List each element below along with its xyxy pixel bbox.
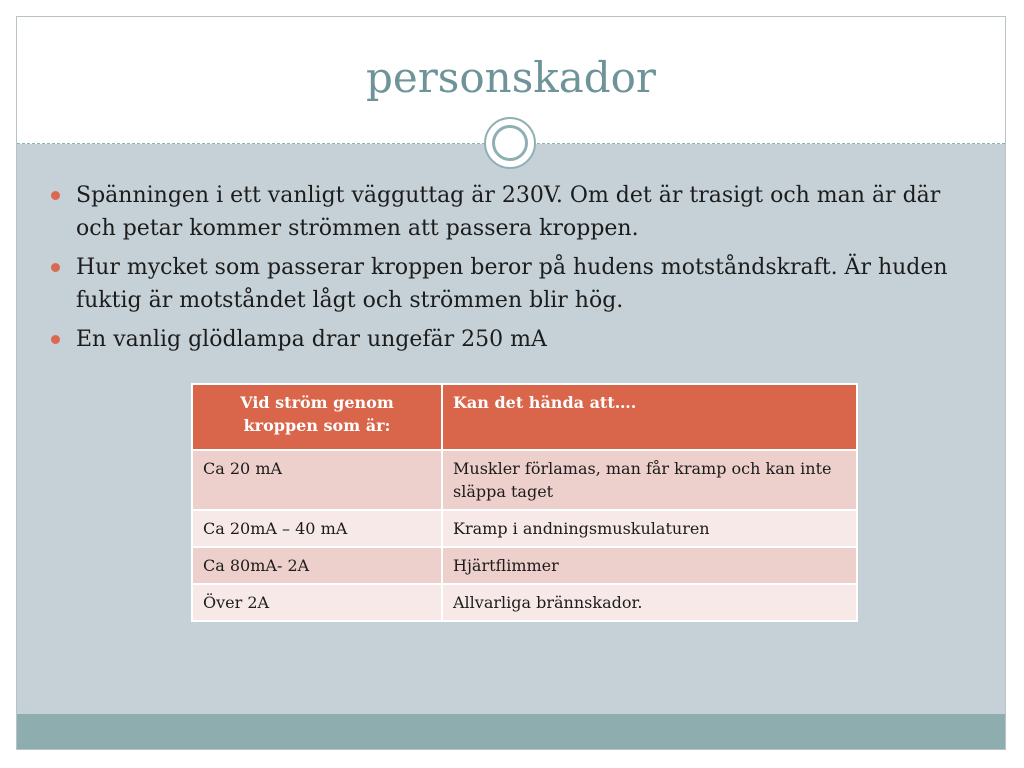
- slide: [16, 16, 1006, 750]
- bullet-text: Spänningen i ett vanligt vägguttag är 230V. Om det är trasigt och man är där och petar kommer strömmen att passera kroppen.: [76, 183, 941, 241]
- slide-title: personskador: [365, 53, 656, 102]
- table-cell-effect: Hjärtflimmer: [442, 547, 857, 584]
- footer-band: [17, 714, 1005, 749]
- bullet-text: Hur mycket som passerar kroppen beror på hudens motståndskraft. Är huden fuktig är motståndet lågt och strömmen blir hög.: [76, 255, 948, 313]
- bullet-dot-icon: [51, 335, 60, 344]
- table-header-current: Vid ström genom kroppen som är:: [192, 384, 442, 450]
- table-cell-effect: Allvarliga brännskador.: [442, 584, 857, 621]
- table-cell-effect: Kramp i andningsmuskulaturen: [442, 510, 857, 547]
- table-cell-effect: Muskler förlamas, man får kramp och kan inte släppa taget: [442, 450, 857, 510]
- bullet-item: [47, 179, 977, 245]
- bullet-item: [47, 323, 977, 356]
- table-cell-current: Ca 20mA – 40 mA: [192, 510, 442, 547]
- divider-circle-icon: [484, 117, 536, 169]
- bullet-list: [47, 179, 977, 362]
- table-row: [192, 510, 857, 547]
- table-row: [192, 547, 857, 584]
- table-cell-current: Ca 20 mA: [192, 450, 442, 510]
- content-area: [17, 144, 1005, 716]
- bullet-item: [47, 251, 977, 317]
- bullet-text: En vanlig glödlampa drar ungefär 250 mA: [76, 327, 547, 352]
- divider-inner-ring: [492, 125, 528, 161]
- bullet-dot-icon: [51, 191, 60, 200]
- table-row: [192, 450, 857, 510]
- current-effects-table: [191, 383, 858, 622]
- bullet-dot-icon: [51, 263, 60, 272]
- table-header-effect: Kan det hända att….: [442, 384, 857, 450]
- table-cell-current: Ca 80mA- 2A: [192, 547, 442, 584]
- table-cell-current: Över 2A: [192, 584, 442, 621]
- table-row: [192, 584, 857, 621]
- table-header-row: [192, 384, 857, 450]
